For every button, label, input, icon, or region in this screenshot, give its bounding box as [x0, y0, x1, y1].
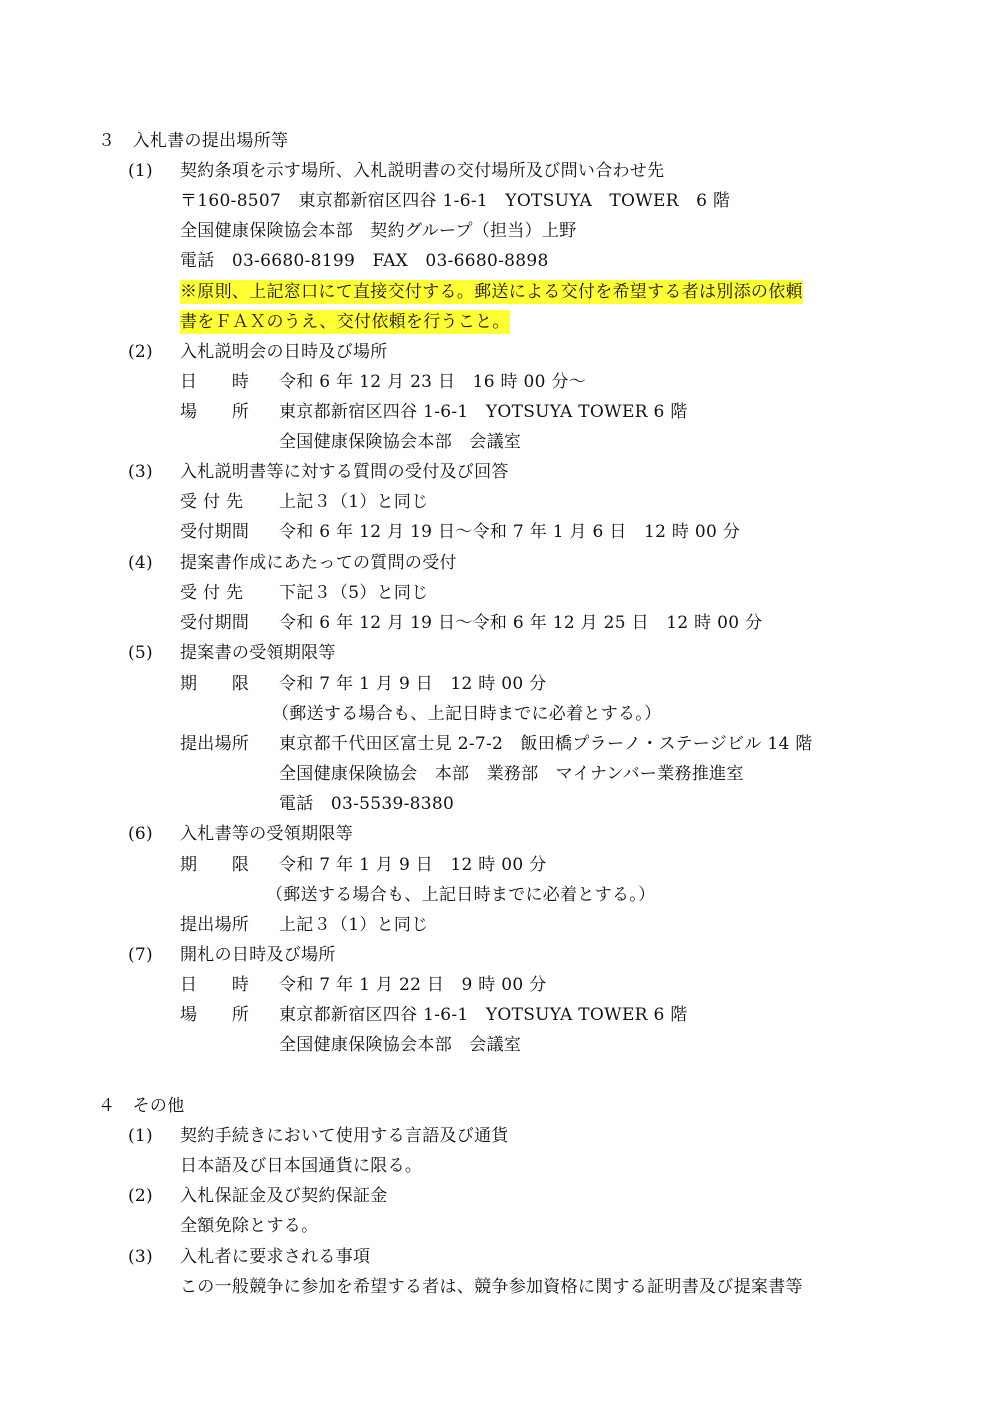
item-3-7-time-label: 日 時 [180, 975, 250, 995]
item-3-2-time-value: 令和 6 年 12 月 23 日 16 時 00 分～ [279, 372, 587, 392]
item-3-1-number: (1) [128, 161, 153, 181]
item-3-5-place-value: 東京都千代田区富士見 2-7-2 飯田橋プラーノ・ステージビル 14 階 [279, 734, 813, 754]
item-3-3-period-value: 令和 6 年 12 月 19 日～令和 7 年 1 月 6 日 12 時 00 分 [279, 522, 741, 542]
item-3-4-title: 提案書作成にあたっての質問の受付 [180, 553, 457, 573]
item-3-7-number: (7) [128, 945, 153, 965]
section-4-heading: ４ その他 [98, 1096, 185, 1116]
item-3-5-title: 提案書の受領期限等 [180, 643, 336, 663]
item-3-2-time-label: 日 時 [180, 372, 250, 392]
item-4-1-number: (1) [128, 1126, 153, 1146]
item-3-7-place-label: 場 所 [180, 1005, 250, 1025]
item-3-1-title: 契約条項を示す場所、入札説明書の交付場所及び問い合わせ先 [180, 161, 665, 181]
item-3-1-phone: 電話 03-6680-8199 FAX 03-6680-8898 [180, 251, 549, 271]
item-3-6-deadline-note: （郵送する場合も、上記日時までに必着とする。） [266, 885, 656, 905]
item-3-4-number: (4) [128, 553, 153, 573]
item-3-2-number: (2) [128, 342, 153, 362]
item-3-2-place-label: 場 所 [180, 402, 250, 422]
item-3-4-recv-label: 受 付 先 [180, 583, 244, 603]
item-3-5-deadline-value: 令和 7 年 1 月 9 日 12 時 00 分 [279, 674, 547, 694]
item-3-3-recv-label: 受 付 先 [180, 492, 244, 512]
item-4-2-title: 入札保証金及び契約保証金 [180, 1186, 388, 1206]
item-3-7-title: 開札の日時及び場所 [180, 945, 336, 965]
item-4-1-body: 日本語及び日本国通貨に限る。 [180, 1156, 423, 1176]
item-3-5-place-label: 提出場所 [180, 734, 250, 754]
item-3-1-note-line1 [180, 280, 803, 304]
item-4-2-body: 全額免除とする。 [180, 1216, 319, 1236]
item-3-1-note-line2 [180, 310, 510, 334]
item-3-5-number: (5) [128, 643, 153, 663]
item-3-7-place-value2: 全国健康保険協会本部 会議室 [279, 1035, 522, 1055]
item-3-6-place-label: 提出場所 [180, 915, 250, 935]
item-3-3-recv-value: 上記３（1）と同じ [279, 492, 429, 512]
item-3-6-title: 入札書等の受領期限等 [180, 824, 353, 844]
highlight: 書をＦＡＸのうえ、交付依頼を行うこと。 [180, 312, 510, 332]
item-3-4-period-value: 令和 6 年 12 月 19 日～令和 6 年 12 月 25 日 12 時 00 分 [279, 613, 763, 633]
item-3-5-deadline-note: （郵送する場合も、上記日時までに必着とする。） [272, 704, 662, 724]
item-4-3-title: 入札者に要求される事項 [180, 1247, 371, 1267]
section-3-heading: ３ 入札書の提出場所等 [98, 131, 289, 151]
item-4-3-number: (3) [128, 1247, 153, 1267]
item-3-3-period-label: 受付期間 [180, 522, 250, 542]
item-3-6-place-value: 上記３（1）と同じ [279, 915, 429, 935]
item-3-3-title: 入札説明書等に対する質問の受付及び回答 [180, 462, 509, 482]
item-3-2-place-value: 東京都新宿区四谷 1-6-1 YOTSUYA TOWER 6 階 [279, 402, 688, 422]
item-3-2-place-value2: 全国健康保険協会本部 会議室 [279, 432, 522, 452]
item-4-2-number: (2) [128, 1186, 153, 1206]
item-3-7-time-value: 令和 7 年 1 月 22 日 9 時 00 分 [279, 975, 547, 995]
item-3-6-number: (6) [128, 824, 153, 844]
item-3-3-number: (3) [128, 462, 153, 482]
item-3-7-place-value: 東京都新宿区四谷 1-6-1 YOTSUYA TOWER 6 階 [279, 1005, 688, 1025]
item-3-5-place-value2: 全国健康保険協会 本部 業務部 マイナンバー業務推進室 [279, 764, 744, 784]
item-3-6-deadline-label: 期 限 [180, 855, 250, 875]
item-3-2-title: 入札説明会の日時及び場所 [180, 342, 388, 362]
item-3-5-place-phone: 電話 03-5539-8380 [279, 794, 455, 814]
item-3-5-deadline-label: 期 限 [180, 674, 250, 694]
item-4-3-body: この一般競争に参加を希望する者は、競争参加資格に関する証明書及び提案書等 [180, 1277, 803, 1297]
item-3-6-deadline-value: 令和 7 年 1 月 9 日 12 時 00 分 [279, 855, 547, 875]
item-3-4-recv-value: 下記３（5）と同じ [279, 583, 429, 603]
item-3-1-office: 全国健康保険協会本部 契約グループ（担当）上野 [180, 221, 577, 241]
item-3-1-address: 〒160-8507 東京都新宿区四谷 1-6-1 YOTSUYA TOWER 6 階 [180, 191, 731, 211]
item-3-4-period-label: 受付期間 [180, 613, 250, 633]
item-4-1-title: 契約手続きにおいて使用する言語及び通貨 [180, 1126, 509, 1146]
highlight: ※原則、上記窓口にて直接交付する。郵送による交付を希望する者は別添の依頼 [180, 282, 803, 302]
